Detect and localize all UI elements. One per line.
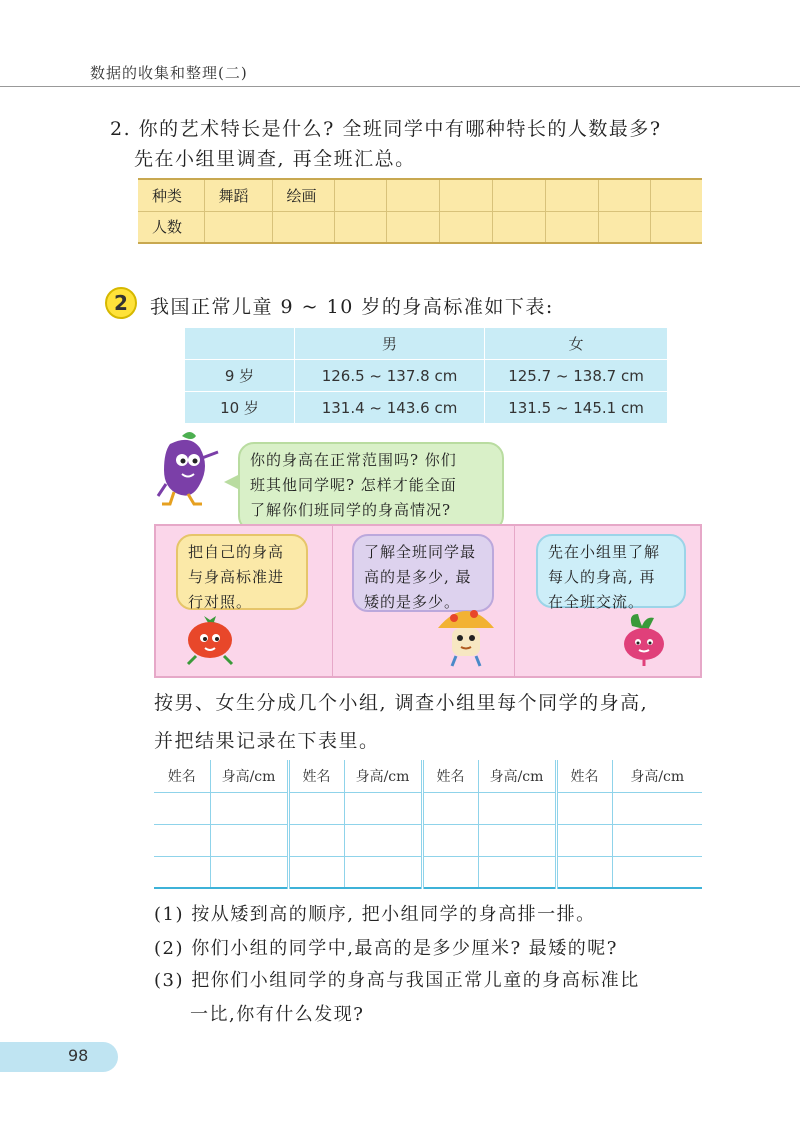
range-cell: 131.4 ~ 143.6 cm: [295, 392, 485, 424]
record-cell: [556, 792, 612, 824]
header-cell: [185, 328, 295, 360]
eggplant-character-icon: [152, 428, 228, 508]
record-header-cell: 身高/cm: [344, 760, 422, 792]
age-cell: 9 岁: [185, 360, 295, 392]
arts-cell: [204, 211, 272, 243]
height-standard-row: [185, 392, 668, 424]
record-row: [154, 792, 702, 824]
record-cell: [210, 824, 288, 856]
record-cell: [612, 792, 702, 824]
range-cell: 125.7 ~ 138.7 cm: [485, 360, 668, 392]
record-cell: [344, 792, 422, 824]
arts-cell: [651, 179, 702, 211]
arts-cell: [387, 179, 440, 211]
record-header-cell: 姓名: [556, 760, 612, 792]
arts-cell: [334, 179, 387, 211]
mushroom-character-icon: [434, 600, 498, 672]
record-row: [154, 856, 702, 888]
arts-cell: 舞蹈: [204, 179, 272, 211]
sub-question-3-line-2: 一比,你有什么发现?: [190, 1004, 365, 1025]
arts-table-row-category: [138, 179, 702, 211]
record-cell: [612, 824, 702, 856]
instruction-line-2: 并把结果记录在下表里。: [154, 730, 380, 752]
record-cell: [556, 856, 612, 888]
arts-cell: [598, 211, 651, 243]
panel-divider: [514, 524, 515, 678]
height-standard-header: [185, 328, 668, 360]
sub-question-2: (2) 你们小组的同学中,最高的是多少厘米? 最矮的呢?: [154, 938, 618, 959]
bubble-line: 与身高标准进: [188, 568, 285, 586]
height-standard-table: [184, 327, 668, 424]
record-row: [154, 824, 702, 856]
arts-cell: [440, 211, 493, 243]
bubble-line: 高的是多少, 最: [364, 568, 472, 586]
record-header-cell: 姓名: [154, 760, 210, 792]
tomato-character-icon: [178, 610, 242, 668]
record-cell: [154, 792, 210, 824]
radish-character-icon: [612, 612, 676, 668]
record-cell: [422, 856, 478, 888]
record-cell: [288, 824, 344, 856]
bubble-line: 矮的是多少。: [364, 593, 461, 611]
arts-table: [138, 178, 702, 244]
record-cell: [344, 856, 422, 888]
arts-cell: [545, 179, 598, 211]
height-standard-row: [185, 360, 668, 392]
record-header-cell: 姓名: [288, 760, 344, 792]
bubble-line: 你的身高在正常范围吗? 你们: [250, 451, 457, 469]
range-cell: 126.5 ~ 137.8 cm: [295, 360, 485, 392]
age-cell: 10 岁: [185, 392, 295, 424]
page-header: 数据的收集和整理(二): [90, 64, 248, 82]
header-cell-girls: 女: [485, 328, 668, 360]
bubble-line: 了解你们班同学的身高情况?: [250, 501, 452, 519]
arts-cell: [651, 211, 702, 243]
arts-table-row-count: [138, 211, 702, 243]
arts-cell: [492, 211, 545, 243]
record-cell: [210, 792, 288, 824]
header-cell-boys: 男: [295, 328, 485, 360]
question-2-line-1: 2. 你的艺术特长是什么? 全班同学中有哪种特长的人数最多?: [110, 118, 662, 140]
arts-cell: [272, 211, 334, 243]
arts-cell: [334, 211, 387, 243]
record-header-cell: 姓名: [422, 760, 478, 792]
header-rule: [0, 86, 800, 87]
record-header-cell: 身高/cm: [612, 760, 702, 792]
arts-cell: [545, 211, 598, 243]
instruction-line-1: 按男、女生分成几个小组, 调查小组里每个同学的身高,: [154, 692, 649, 714]
eggplant-speech-bubble: [238, 442, 504, 532]
record-cell: [422, 792, 478, 824]
record-cell: [344, 824, 422, 856]
record-header-cell: 身高/cm: [210, 760, 288, 792]
panel-divider: [332, 524, 333, 678]
record-cell: [154, 856, 210, 888]
arts-cell: 人数: [138, 211, 204, 243]
arts-cell: [387, 211, 440, 243]
arts-cell: [440, 179, 493, 211]
bubble-line: 班其他同学呢? 怎样才能全面: [250, 476, 457, 494]
record-cell: [612, 856, 702, 888]
page-number-tab: [0, 1042, 118, 1072]
arts-cell: 绘画: [272, 179, 334, 211]
sub-question-3-line-1: (3) 把你们小组同学的身高与我国正常儿童的身高标准比: [154, 970, 640, 991]
sub-question-1: (1) 按从矮到高的顺序, 把小组同学的身高排一排。: [154, 904, 596, 925]
page-number: 98: [68, 1046, 89, 1065]
bubble-line: 行对照。: [188, 593, 253, 611]
example-2-intro: 我国正常儿童 9 ~ 10 岁的身高标准如下表:: [150, 296, 554, 318]
record-header-row: [154, 760, 702, 792]
record-cell: [288, 856, 344, 888]
arts-cell: 种类: [138, 179, 204, 211]
record-cell: [556, 824, 612, 856]
record-cell: [154, 824, 210, 856]
bubble-line: 把自己的身高: [188, 543, 285, 561]
arts-cell: [598, 179, 651, 211]
record-cell: [422, 824, 478, 856]
record-cell: [210, 856, 288, 888]
range-cell: 131.5 ~ 145.1 cm: [485, 392, 668, 424]
example-2-badge: 2: [105, 287, 137, 319]
tomato-speech-bubble: [176, 534, 308, 610]
question-2-line-2: 先在小组里调查, 再全班汇总。: [134, 148, 416, 170]
bubble-line: 了解全班同学最: [364, 543, 477, 561]
record-cell: [478, 856, 556, 888]
arts-cell: [492, 179, 545, 211]
bubble-line: 每人的身高, 再: [548, 568, 656, 586]
record-cell: [288, 792, 344, 824]
height-record-table: [154, 760, 702, 889]
record-cell: [478, 792, 556, 824]
record-cell: [478, 824, 556, 856]
bubble-line: 先在小组里了解: [548, 543, 661, 561]
bubble-line: 在全班交流。: [548, 593, 645, 611]
record-header-cell: 身高/cm: [478, 760, 556, 792]
radish-speech-bubble: [536, 534, 686, 611]
